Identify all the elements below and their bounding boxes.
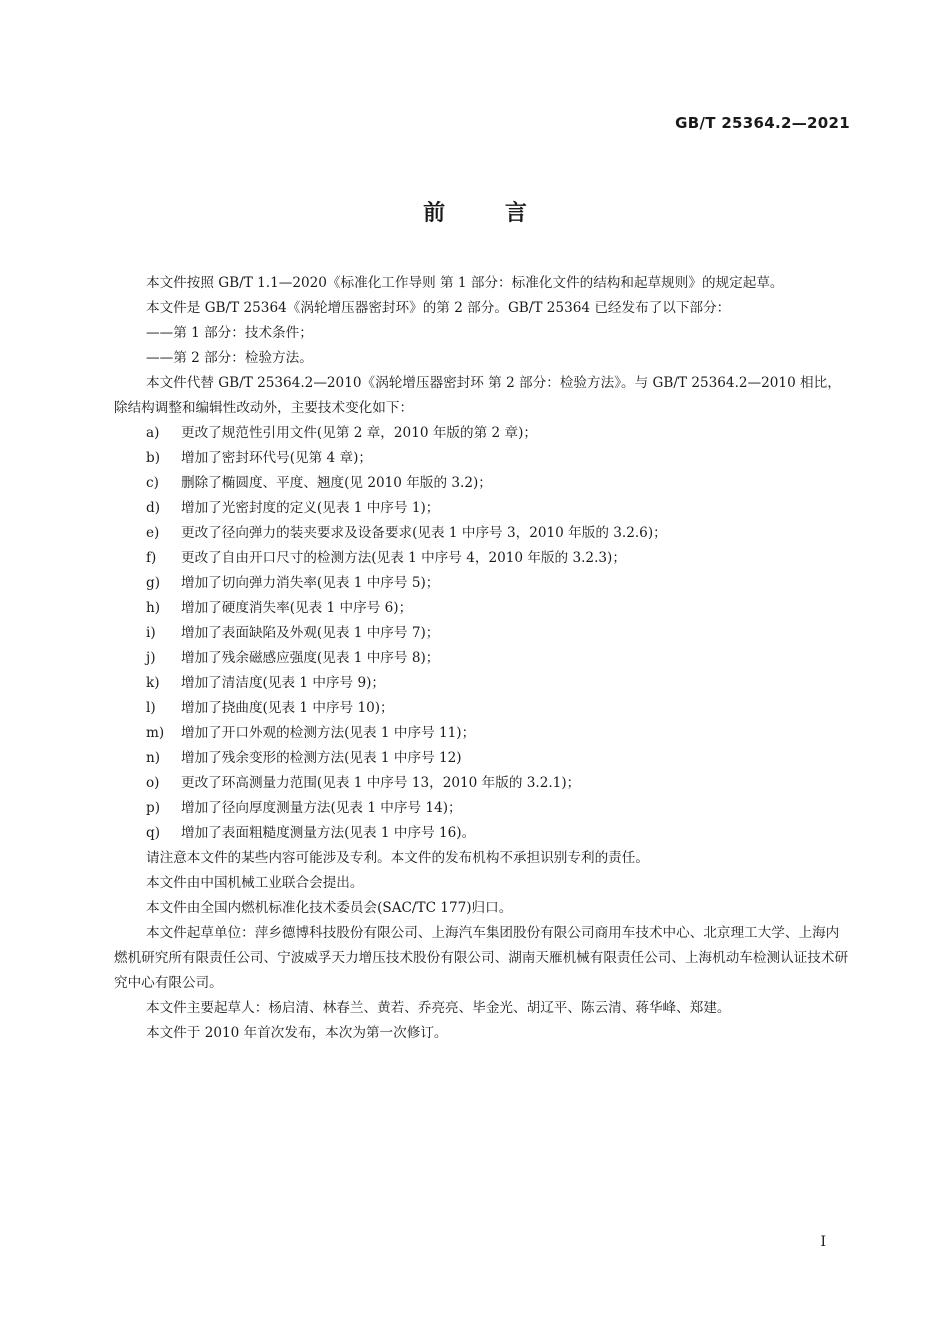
list-item-text: 增加了密封环代号(见第 4 章)； xyxy=(181,450,373,466)
list-item-label: a) xyxy=(146,425,160,441)
paragraph-proposer: 本文件由中国机械工业联合会提出。 xyxy=(146,875,364,891)
part-item: ——第 1 部分：技术条件； xyxy=(146,325,313,341)
page-number: I xyxy=(820,1234,826,1250)
list-item xyxy=(114,421,852,446)
list-item-text: 增加了残余变形的检测方法(见表 1 中序号 12) xyxy=(181,750,462,766)
list-item-text: 增加了切向弹力消失率(见表 1 中序号 5)； xyxy=(181,575,440,591)
paragraph-series-parts: 本文件是 GB/T 25364《涡轮增压器密封环》的第 2 部分。GB/T 25364 已经发布了以下部分： xyxy=(146,300,731,316)
list-item-text: 增加了开口外观的检测方法(见表 1 中序号 11)； xyxy=(181,725,476,741)
list-item-label: c) xyxy=(146,475,159,491)
list-item xyxy=(114,796,852,821)
list-item-label: i) xyxy=(146,625,156,641)
list-item-text: 增加了硬度消失率(见表 1 中序号 6)； xyxy=(181,600,413,616)
paragraph-history: 本文件于 2010 年首次发布，本次为第一次修订。 xyxy=(146,1025,448,1041)
list-item-text: 增加了挠曲度(见表 1 中序号 10)； xyxy=(181,700,394,716)
list-item xyxy=(114,446,852,471)
list-item-label: d) xyxy=(146,500,161,516)
list-item-text: 增加了光密封度的定义(见表 1 中序号 1)； xyxy=(181,500,440,516)
list-item-label: b) xyxy=(146,450,161,466)
list-item-text: 更改了规范性引用文件(见第 2 章，2010 年版的第 2 章)； xyxy=(181,425,537,441)
list-item-label: j) xyxy=(146,650,156,666)
list-item xyxy=(114,646,852,671)
list-item-label: o) xyxy=(146,775,160,791)
list-item-text: 增加了清洁度(见表 1 中序号 9)； xyxy=(181,675,385,691)
list-item-label: k) xyxy=(146,675,160,691)
changes-list xyxy=(114,421,852,846)
part-item: ——第 2 部分：检验方法。 xyxy=(146,350,313,366)
paragraph-patent-notice: 请注意本文件的某些内容可能涉及专利。本文件的发布机构不承担识别专利的责任。 xyxy=(146,850,649,866)
list-item xyxy=(114,821,852,846)
list-item-label: m) xyxy=(146,725,165,741)
list-item xyxy=(114,721,852,746)
paragraph-replacement: 本文件代替 GB/T 25364.2—2010《涡轮增压器密封环 第 2 部分：检验方法》。与 GB/T 25364.2—2010 相比，除结构调整和编辑性改动外，主要技术变化如下： xyxy=(114,375,841,416)
list-item-text: 删除了椭圆度、平度、翘度(见 2010 年版的 3.2)； xyxy=(181,475,492,491)
list-item-label: f) xyxy=(146,550,157,566)
list-item xyxy=(114,596,852,621)
list-item xyxy=(114,771,852,796)
paragraph-drafters: 本文件主要起草人：杨启清、林春兰、黄若、乔亮亮、毕金光、胡辽平、陈云清、蒋华峰、郑建。 xyxy=(146,1000,731,1016)
document-body xyxy=(114,271,852,1046)
list-item-label: l) xyxy=(146,700,156,716)
list-item-label: e) xyxy=(146,525,160,541)
list-item-text: 更改了自由开口尺寸的检测方法(见表 1 中序号 4，2010 年版的 3.2.3)； xyxy=(181,550,626,566)
list-item-text: 增加了径向厚度测量方法(见表 1 中序号 14)； xyxy=(181,800,462,816)
list-item xyxy=(114,696,852,721)
list-item xyxy=(114,746,852,771)
page-title: 前 言 xyxy=(423,201,527,226)
list-item xyxy=(114,496,852,521)
list-item-label: q) xyxy=(146,825,161,841)
list-item-label: p) xyxy=(146,800,161,816)
list-item-text: 更改了径向弹力的装夹要求及设备要求(见表 1 中序号 3，2010 年版的 3.2.6)； xyxy=(181,525,667,541)
standard-code: GB/T 25364.2—2021 xyxy=(675,114,850,132)
list-item-label: n) xyxy=(146,750,161,766)
list-item-label: h) xyxy=(146,600,161,616)
list-item-text: 增加了表面缺陷及外观(见表 1 中序号 7)； xyxy=(181,625,440,641)
list-item-text: 更改了环高测量力范围(见表 1 中序号 13，2010 年版的 3.2.1)； xyxy=(181,775,581,791)
paragraph-drafting-rules: 本文件按照 GB/T 1.1—2020《标准化工作导则 第 1 部分：标准化文件的结构和起草规则》的规定起草。 xyxy=(146,275,784,291)
list-item xyxy=(114,571,852,596)
list-item-label: g) xyxy=(146,575,161,591)
list-item xyxy=(114,471,852,496)
list-item xyxy=(114,521,852,546)
list-item xyxy=(114,621,852,646)
list-item-text: 增加了残余磁感应强度(见表 1 中序号 8)； xyxy=(181,650,440,666)
paragraph-drafting-units: 本文件起草单位：萍乡德博科技股份有限公司、上海汽车集团股份有限公司商用车技术中心、北京理工大学、上海内燃机研究所有限责任公司、宁波威孚天力增压技术股份有限公司、湖南天雁机械有限责任公司、上海机动车检测认证技术研究中心有限公司。 xyxy=(114,925,849,991)
paragraph-committee: 本文件由全国内燃机标准化技术委员会(SAC/TC 177)归口。 xyxy=(146,900,513,916)
list-item xyxy=(114,546,852,571)
list-item xyxy=(114,671,852,696)
list-item-text: 增加了表面粗糙度测量方法(见表 1 中序号 16)。 xyxy=(181,825,476,841)
